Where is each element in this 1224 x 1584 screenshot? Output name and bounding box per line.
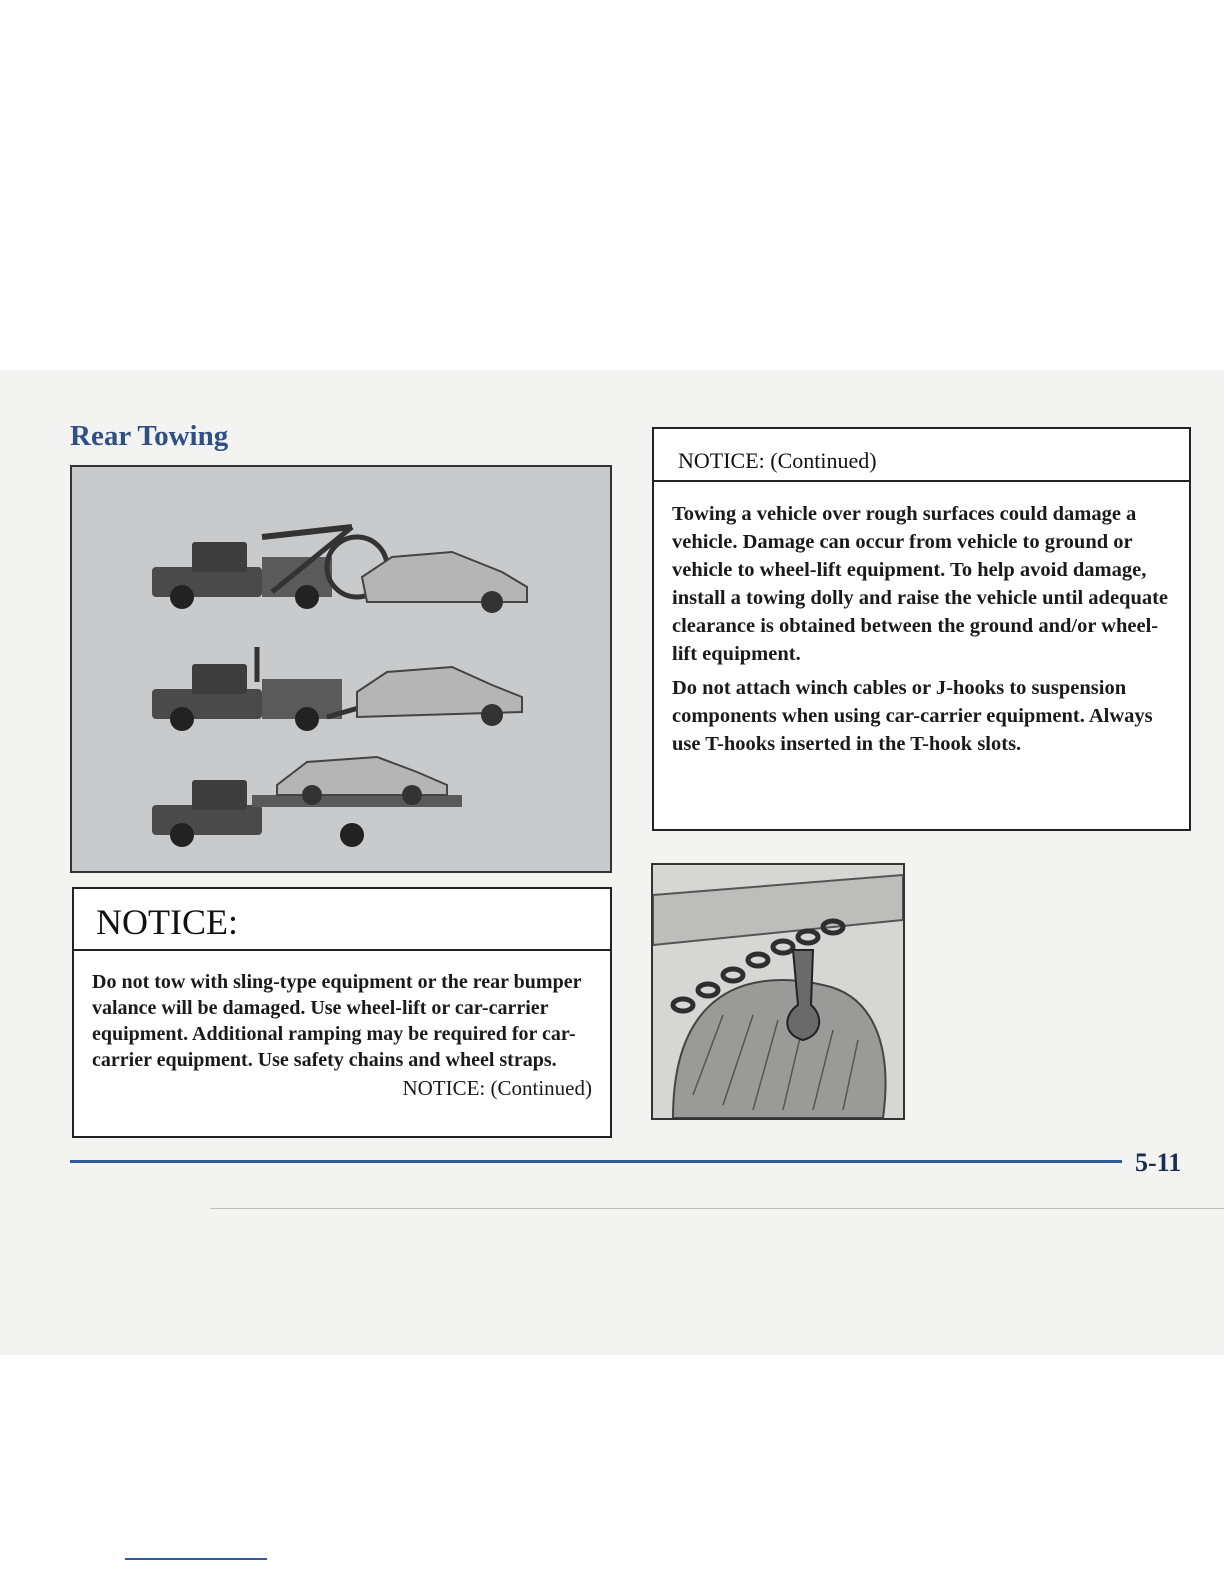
notice-body xyxy=(74,951,610,1101)
scan-line xyxy=(210,1208,1224,1209)
towing-illustration-icon xyxy=(72,467,610,871)
section-title: Rear Towing xyxy=(70,420,229,452)
notice-box xyxy=(72,887,612,1138)
notice-paragraph-1: Towing a vehicle over rough surfaces could damage a vehicle. Damage can occur from vehicle to ground or vehicle to wheel-lift equipment. To help avoid damage, install a towing dolly and raise the vehicle until adequate clearance is obtained between the ground and/or wheel-lift equipment. xyxy=(672,503,1169,665)
page-number: 5-11 xyxy=(1135,1148,1182,1177)
footer-rule xyxy=(70,1160,1122,1163)
notice-text: Do not tow with sling-type equipment or the rear bumper valance will be damaged. Use wheel-lift or car-carrier equipment. Additional ramping may be required for car-carrier equipment. Use safety chains and wheel straps. xyxy=(92,971,582,1071)
hook-detail-figure xyxy=(651,863,905,1120)
towing-methods-figure xyxy=(70,465,612,873)
notice-continued-heading: NOTICE: (Continued) xyxy=(654,429,1189,482)
notice-continued-box xyxy=(652,427,1191,831)
bottom-mark xyxy=(125,1558,267,1560)
notice-continued-body xyxy=(654,482,1189,758)
notice-heading: NOTICE: xyxy=(74,889,610,951)
t-hook-illustration-icon xyxy=(653,865,903,1118)
notice-continued-label: NOTICE: (Continued) xyxy=(402,1076,592,1100)
notice-paragraph-2: Do not attach winch cables or J-hooks to suspension components when using car-carrier equipment. Always use T-hooks inserted in the T-hook slots. xyxy=(672,677,1153,755)
